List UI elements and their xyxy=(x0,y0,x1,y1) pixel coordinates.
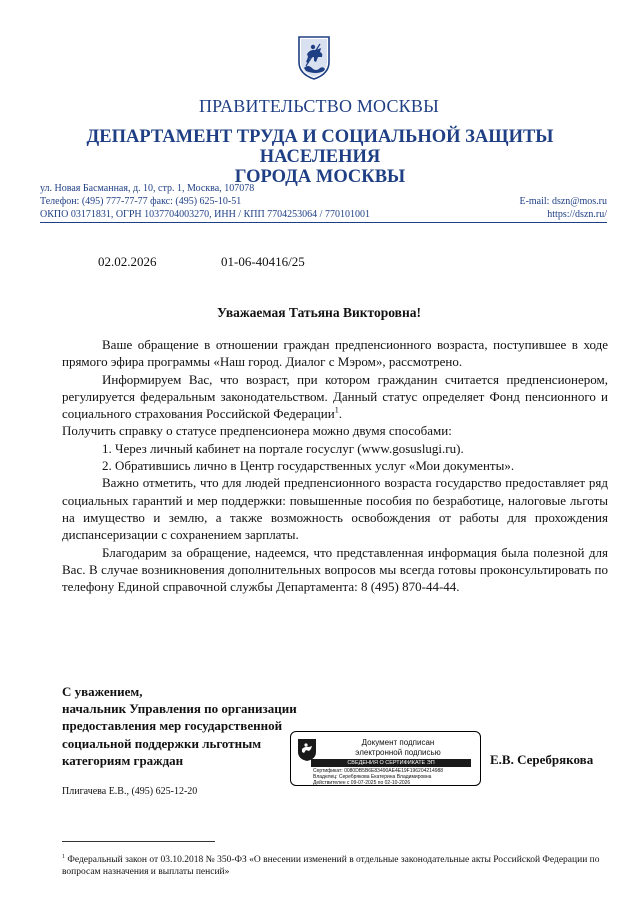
email-link[interactable]: E-mail: dszn@mos.ru xyxy=(519,196,607,207)
signature-line4: социальной поддержки льготным xyxy=(62,735,262,751)
signature-line3: предоставления мер государственной xyxy=(62,718,283,734)
government-title: ПРАВИТЕЛЬСТВО МОСКВЫ xyxy=(198,96,439,116)
department-title-line2: ГОРОДА МОСКВЫ xyxy=(234,167,406,187)
document-date: 02.02.2026 xyxy=(98,254,157,269)
paragraph-2 xyxy=(62,371,608,423)
footnote-number: 1 xyxy=(62,854,65,860)
stamp-title-line1: Документ подписан xyxy=(361,738,435,747)
address: ул. Новая Басманная, д. 10, стр. 1, Москва, 107078 xyxy=(40,183,255,194)
registry-codes: ОКПО 03171831, ОГРН 1037704003270, ИНН / КПП 7704253064 / 770101001 xyxy=(40,209,370,220)
paragraph-1: Ваше обращение в отношении граждан предпенсионного возраста, поступившее в ходе прямого эфира программы «Наш город. Диалог с Мэром», рассмотрено. xyxy=(62,337,608,370)
signature-line5: категориям граждан xyxy=(62,752,184,768)
paragraph-4: Важно отметить, что для людей предпенсионного возраста государство предоставляет ряд социальных гарантий и мер поддержки: повышенные пособия по безработице, налоговые льготы на имущество и землю, а также возможность освобождения от работы для прохождения диспансеризации с сохранением зарплаты. xyxy=(62,475,608,543)
footnote-ref: 1 xyxy=(334,405,339,415)
list-item-1: 1. Через личный кабинет на портале госуслуг (www.gosuslugi.ru). xyxy=(102,440,464,456)
stamp-owner: Владелец: Серебрякова Екатерина Владимировна xyxy=(313,774,432,780)
stamp-title-line2: электронной подписью xyxy=(355,748,441,757)
stamp-certificate-header: СВЕДЕНИЯ О СЕРТИФИКАТЕ ЭП xyxy=(311,759,471,767)
signature-line1: С уважением, xyxy=(62,684,143,699)
executor-contact: Плигачева Е.В., (495) 625-12-20 xyxy=(62,786,198,797)
footnote xyxy=(62,851,610,878)
signer-name: Е.В. Серебрякова xyxy=(490,752,594,767)
document-number: 01-06-40416/25 xyxy=(221,254,305,269)
department-title xyxy=(40,127,600,187)
department-title-line1: ДЕПАРТАМЕНТ ТРУДА И СОЦИАЛЬНОЙ ЗАЩИТЫ НАСЕЛЕНИЯ xyxy=(86,127,554,167)
stamp-title xyxy=(319,738,477,758)
paragraph-3: Получить справку о статусе предпенсионера можно двумя способами: xyxy=(62,423,452,439)
moscow-coat-of-arms-icon xyxy=(298,36,330,80)
signature-block xyxy=(62,683,297,769)
footnote-text: Федеральный закон от 03.10.2018 № 350-ФЗ «О внесении изменений в отдельные законодательные акты Российской Федерации по вопросам назначения и выплаты пенсий» xyxy=(62,855,600,878)
signature-line2: начальник Управления по организации xyxy=(62,701,297,717)
phone: Телефон: (495) 777-77-77 факс: (495) 625-10-51 xyxy=(40,196,242,207)
paragraph-2-end: . xyxy=(338,406,342,422)
contacts-right xyxy=(519,195,607,221)
list-item-2: 2. Обратившись лично в Центр государственных услуг «Мои документы». xyxy=(102,458,515,474)
contacts-left xyxy=(40,182,370,221)
header-divider xyxy=(40,222,607,223)
paragraph-2-text: Информируем Вас, что возраст, при котором гражданин считается предпенсионером, регулируется федеральным законодательством. Данный статус определяет Фонд пенсионного и социального страхования Российской Федерации xyxy=(62,371,608,422)
stamp-certificate: Сертификат: 0080DB5B6E83490AE4E19F196204214988 xyxy=(313,768,444,774)
paragraph-5: Благодарим за обращение, надеемся, что представленная информация была полезной для Вас. В случае возникновения дополнительных вопросов мы всегда готовы проконсультировать по телефону Единой справочной службы Департамента: 8 (495) 870-44-44. xyxy=(62,544,608,595)
e-signature-stamp xyxy=(290,731,481,786)
greeting: Уважаемая Татьяна Викторовна! xyxy=(217,305,421,320)
stamp-validity: Действителен с 09-07-2025 по 02-10-2026 xyxy=(313,780,411,786)
footnote-divider xyxy=(62,841,215,842)
letter-body xyxy=(62,336,608,595)
website-link[interactable]: https://dszn.ru/ xyxy=(547,209,607,220)
